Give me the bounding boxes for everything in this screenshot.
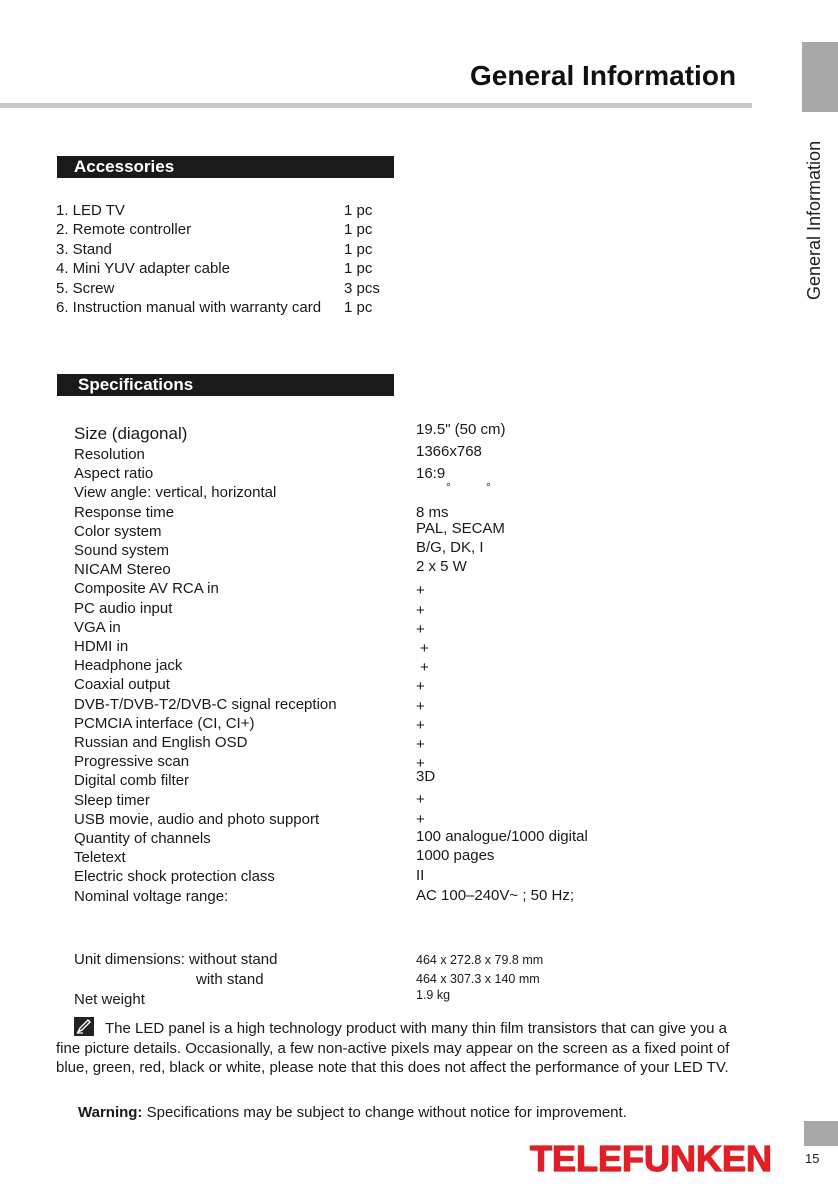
spec-value: 3D [416, 768, 436, 786]
dim-label: Unit dimensions: without stand [74, 951, 278, 968]
table-row [74, 829, 634, 848]
spec-value: + [416, 678, 425, 696]
table-row [74, 950, 634, 970]
spec-value: + [416, 620, 425, 638]
table-row [74, 618, 634, 637]
accessory-name: 4. Mini YUV adapter cable [56, 260, 230, 278]
spec-value: B/G, DK, I [416, 539, 484, 556]
spec-value: + [416, 601, 425, 619]
spec-value: + [420, 659, 429, 677]
specifications-heading: Specifications [57, 374, 394, 396]
warning-line [78, 1104, 627, 1121]
table-row [74, 970, 634, 990]
spec-label: DVB-T/DVB-T2/DVB-C signal reception [74, 695, 337, 713]
spec-label: Teletext [74, 849, 126, 867]
table-row [74, 675, 634, 694]
list-item [56, 279, 396, 298]
spec-value: + [416, 755, 425, 773]
accessories-heading: Accessories [57, 156, 394, 178]
spec-value: 100 analogue/1000 digital [416, 828, 588, 845]
list-item [56, 201, 396, 220]
table-row [74, 867, 634, 886]
spec-label: Size (diagonal) [74, 424, 188, 443]
table-row [74, 695, 634, 714]
accessory-qty: 1 pc [344, 202, 373, 219]
spec-value: + [416, 716, 425, 734]
spec-label: Coaxial output [74, 676, 170, 694]
list-item [56, 240, 396, 259]
spec-value: 16:9 [416, 465, 446, 483]
accessory-qty: 1 pc [344, 240, 373, 258]
table-row [74, 714, 634, 733]
table-row [74, 464, 634, 483]
spec-label: Quantity of channels [74, 830, 211, 847]
accessory-qty: 1 pc [344, 299, 373, 316]
spec-value: 1000 pages [416, 847, 495, 865]
degree-mark: ° [486, 480, 491, 494]
accessory-name: 5. Screw [56, 279, 115, 297]
spec-label: USB movie, audio and photo support [74, 810, 320, 828]
table-row [74, 421, 634, 443]
accessory-name: 3. Stand [56, 240, 112, 258]
warning-text: Specifications may be subject to change without notice for improvement. [146, 1104, 627, 1121]
accessory-qty: 1 pc [344, 221, 373, 239]
table-row [74, 483, 634, 502]
spec-label: VGA in [74, 618, 121, 636]
dim-value: 464 x 272.8 x 79.8 mm [416, 953, 544, 967]
spec-label: Sound system [74, 542, 170, 559]
spec-value: + [416, 810, 425, 828]
spec-label: Headphone jack [74, 657, 183, 675]
table-row [74, 637, 634, 656]
spec-value: AC 100–240V~ ; 50 Hz; [416, 886, 575, 904]
spec-label: Progressive scan [74, 753, 190, 771]
spec-label: PC audio input [74, 599, 173, 617]
dim-label: Net weight [74, 991, 145, 1008]
spec-value: PAL, SECAM [416, 519, 505, 537]
table-row [74, 656, 634, 675]
table-row [74, 519, 634, 541]
spec-label: Color system [74, 522, 162, 540]
view-angle-degree-marks [446, 480, 526, 494]
dim-value: 1.9 kg [416, 988, 451, 1002]
accessory-qty: 3 pcs [344, 279, 380, 297]
page-number: 15 [805, 1151, 820, 1166]
spec-label: Resolution [74, 446, 145, 463]
spec-value: + [416, 697, 425, 715]
spec-value: + [416, 736, 425, 753]
spec-value: + [416, 582, 425, 600]
dim-label: with stand [196, 970, 264, 988]
telefunken-logo: TELEFUNKEN [530, 1138, 772, 1179]
table-row [74, 768, 634, 790]
table-row [74, 445, 634, 464]
note-paragraph [56, 1019, 746, 1078]
spec-value: 8 ms [416, 503, 449, 521]
spec-label: Nominal voltage range: [74, 887, 229, 905]
spec-label: Aspect ratio [74, 465, 154, 483]
table-row [74, 599, 634, 618]
spec-label: NICAM Stereo [74, 561, 171, 579]
table-row [74, 752, 634, 771]
title-divider [0, 103, 752, 108]
list-item [56, 220, 396, 239]
dim-value: 464 x 307.3 x 140 mm [416, 971, 540, 986]
spec-label: Response time [74, 503, 175, 521]
spec-label: Electric shock protection class [74, 868, 275, 886]
accessory-name: 6. Instruction manual with warranty card [56, 299, 322, 316]
accessory-qty: 1 pc [344, 260, 373, 278]
spec-label: Composite AV RCA in [74, 580, 219, 598]
spec-value: 19.5" (50 cm) [416, 421, 506, 438]
table-row [74, 887, 634, 906]
list-item [56, 298, 396, 317]
spec-value: + [420, 640, 429, 657]
spec-value: II [416, 867, 425, 885]
table-row [74, 503, 634, 522]
spec-value: 1366x768 [416, 443, 482, 460]
table-row [74, 733, 634, 752]
accessory-name: 1. LED TV [56, 202, 125, 219]
side-tab-label: General Information [804, 140, 824, 300]
page-title: General Information [470, 60, 737, 91]
note-text: The LED panel is a high technology product with many thin film transistors that can give you a fine picture details. Occasionally, a few non-active pixels may appear on the screen as a fixed point of blue, green, red, black or white, please note that this does not affect the performance of your LED TV. [56, 1020, 730, 1076]
table-row [74, 579, 634, 598]
spec-value: + [416, 790, 425, 808]
table-row [74, 990, 634, 1010]
table-row [74, 848, 634, 867]
table-row [74, 791, 634, 810]
table-row [74, 560, 634, 579]
spec-label: PCMCIA interface (CI, CI+) [74, 714, 255, 732]
spec-label: Digital comb filter [74, 772, 190, 790]
spec-label: Russian and English OSD [74, 734, 248, 751]
spec-label: Sleep timer [74, 791, 150, 809]
spec-label: HDMI in [74, 638, 129, 655]
page-number-marker [804, 1121, 838, 1146]
list-item [56, 259, 396, 278]
degree-mark: ° [446, 480, 451, 494]
spec-label: View angle: vertical, horizontal [74, 484, 277, 502]
table-row [74, 541, 634, 560]
warning-label: Warning: [78, 1104, 143, 1121]
accessory-name: 2. Remote controller [56, 221, 192, 239]
spec-value: 2 x 5 W [416, 558, 467, 576]
